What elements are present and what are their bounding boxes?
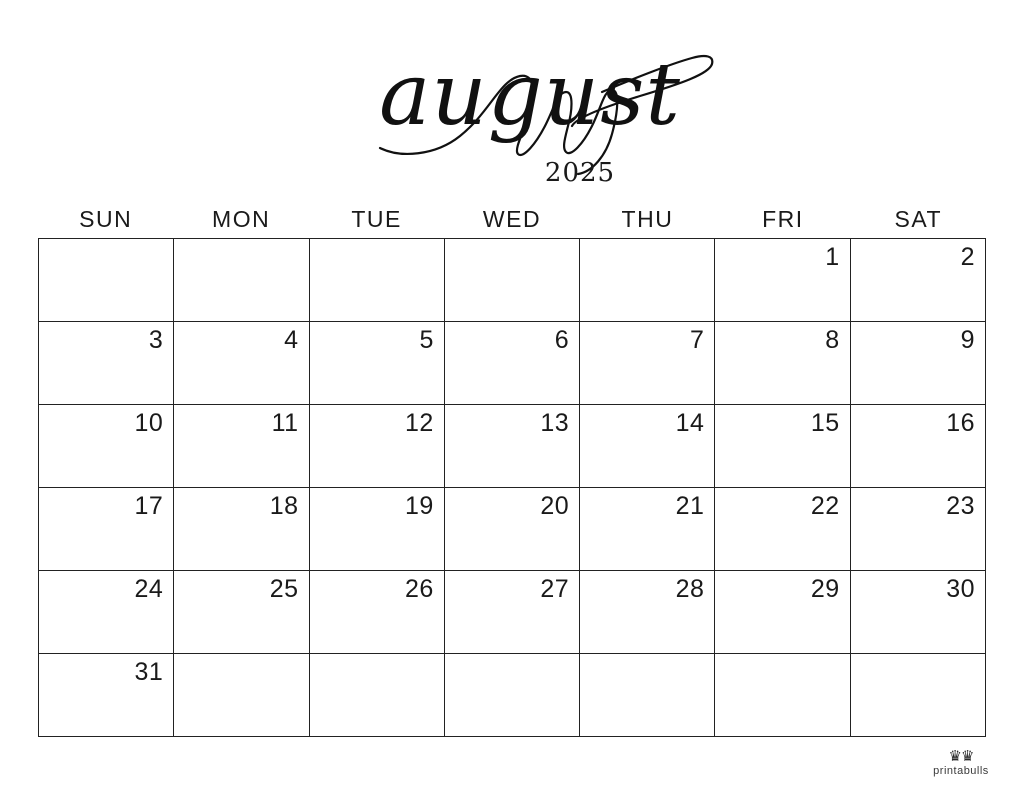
day-number: 4 [284, 326, 299, 354]
day-cell[interactable] [39, 405, 174, 488]
month-title: august [379, 45, 681, 145]
day-number: 10 [134, 409, 164, 437]
day-cell[interactable] [715, 322, 850, 405]
day-cell[interactable] [39, 571, 174, 654]
weekday-header-mon: MON [212, 205, 271, 232]
day-cell[interactable] [580, 239, 715, 322]
day-number: 5 [419, 326, 434, 354]
day-number: 9 [960, 326, 975, 354]
day-cell[interactable] [310, 571, 445, 654]
day-number: 6 [554, 326, 570, 354]
day-cell[interactable] [715, 405, 850, 488]
day-number: 11 [271, 409, 299, 437]
day-cell[interactable] [715, 488, 850, 571]
day-cell-grid [38, 238, 986, 737]
day-cell[interactable] [174, 405, 309, 488]
day-number: 25 [269, 575, 299, 603]
day-cell[interactable] [310, 488, 445, 571]
weekday-header-sun: SUN [79, 205, 133, 232]
year-label: 2025 [544, 158, 616, 188]
day-cell[interactable] [310, 322, 445, 405]
day-number: 12 [405, 409, 434, 437]
day-number: 20 [540, 492, 570, 520]
day-number: 31 [134, 658, 164, 686]
day-number: 30 [946, 575, 975, 603]
day-number: 8 [825, 326, 840, 354]
day-number: 16 [946, 409, 975, 437]
day-number: 27 [540, 575, 570, 603]
day-cell[interactable] [174, 654, 309, 737]
day-cell[interactable] [39, 322, 174, 405]
day-cell[interactable] [445, 322, 580, 405]
day-cell[interactable] [715, 571, 850, 654]
day-number: 15 [810, 409, 840, 437]
title-block [0, 18, 1024, 193]
day-number: 14 [675, 409, 705, 437]
day-number: 7 [690, 326, 705, 354]
day-number: 1 [825, 243, 840, 271]
weekday-header-row [38, 200, 986, 238]
day-cell[interactable] [580, 571, 715, 654]
day-cell[interactable] [580, 654, 715, 737]
day-number: 26 [405, 575, 434, 603]
day-number: 28 [675, 575, 705, 603]
day-number: 24 [134, 575, 164, 603]
bull-heads-icon: ♛♛ [948, 747, 974, 765]
day-cell[interactable] [174, 239, 309, 322]
weekday-header-thu: THU [621, 205, 674, 232]
day-cell[interactable] [310, 405, 445, 488]
printabulls-logo [924, 747, 998, 777]
weekday-header-tue: TUE [351, 205, 402, 232]
weekday-header-wed: WED [482, 205, 542, 232]
day-cell[interactable] [174, 571, 309, 654]
day-cell[interactable] [851, 654, 986, 737]
day-cell[interactable] [445, 654, 580, 737]
day-number: 13 [540, 409, 570, 437]
day-cell[interactable] [580, 405, 715, 488]
day-cell[interactable] [310, 239, 445, 322]
weekday-header-sat: SAT [894, 205, 943, 232]
day-number: 23 [946, 492, 975, 520]
day-cell[interactable] [580, 488, 715, 571]
day-cell[interactable] [851, 405, 986, 488]
day-cell[interactable] [851, 322, 986, 405]
day-cell[interactable] [445, 571, 580, 654]
day-cell[interactable] [715, 654, 850, 737]
logo-wordmark: printabulls [933, 765, 989, 777]
day-number: 22 [810, 492, 840, 520]
day-cell[interactable] [580, 322, 715, 405]
day-number: 2 [960, 243, 975, 271]
day-number: 19 [405, 492, 434, 520]
weekday-header-fri: FRI [762, 205, 804, 232]
day-number: 18 [269, 492, 299, 520]
day-cell[interactable] [39, 239, 174, 322]
day-cell[interactable] [39, 488, 174, 571]
day-cell[interactable] [174, 322, 309, 405]
day-number: 3 [148, 326, 164, 354]
day-cell[interactable] [851, 571, 986, 654]
day-cell[interactable] [715, 239, 850, 322]
day-cell[interactable] [851, 488, 986, 571]
day-cell[interactable] [851, 239, 986, 322]
day-number: 17 [134, 492, 164, 520]
day-cell[interactable] [445, 405, 580, 488]
calendar-grid-container [38, 200, 986, 737]
day-number: 21 [675, 492, 705, 520]
day-cell[interactable] [445, 239, 580, 322]
day-cell[interactable] [39, 654, 174, 737]
day-number: 29 [810, 575, 840, 603]
day-cell[interactable] [174, 488, 309, 571]
day-cell[interactable] [310, 654, 445, 737]
day-cell[interactable] [445, 488, 580, 571]
